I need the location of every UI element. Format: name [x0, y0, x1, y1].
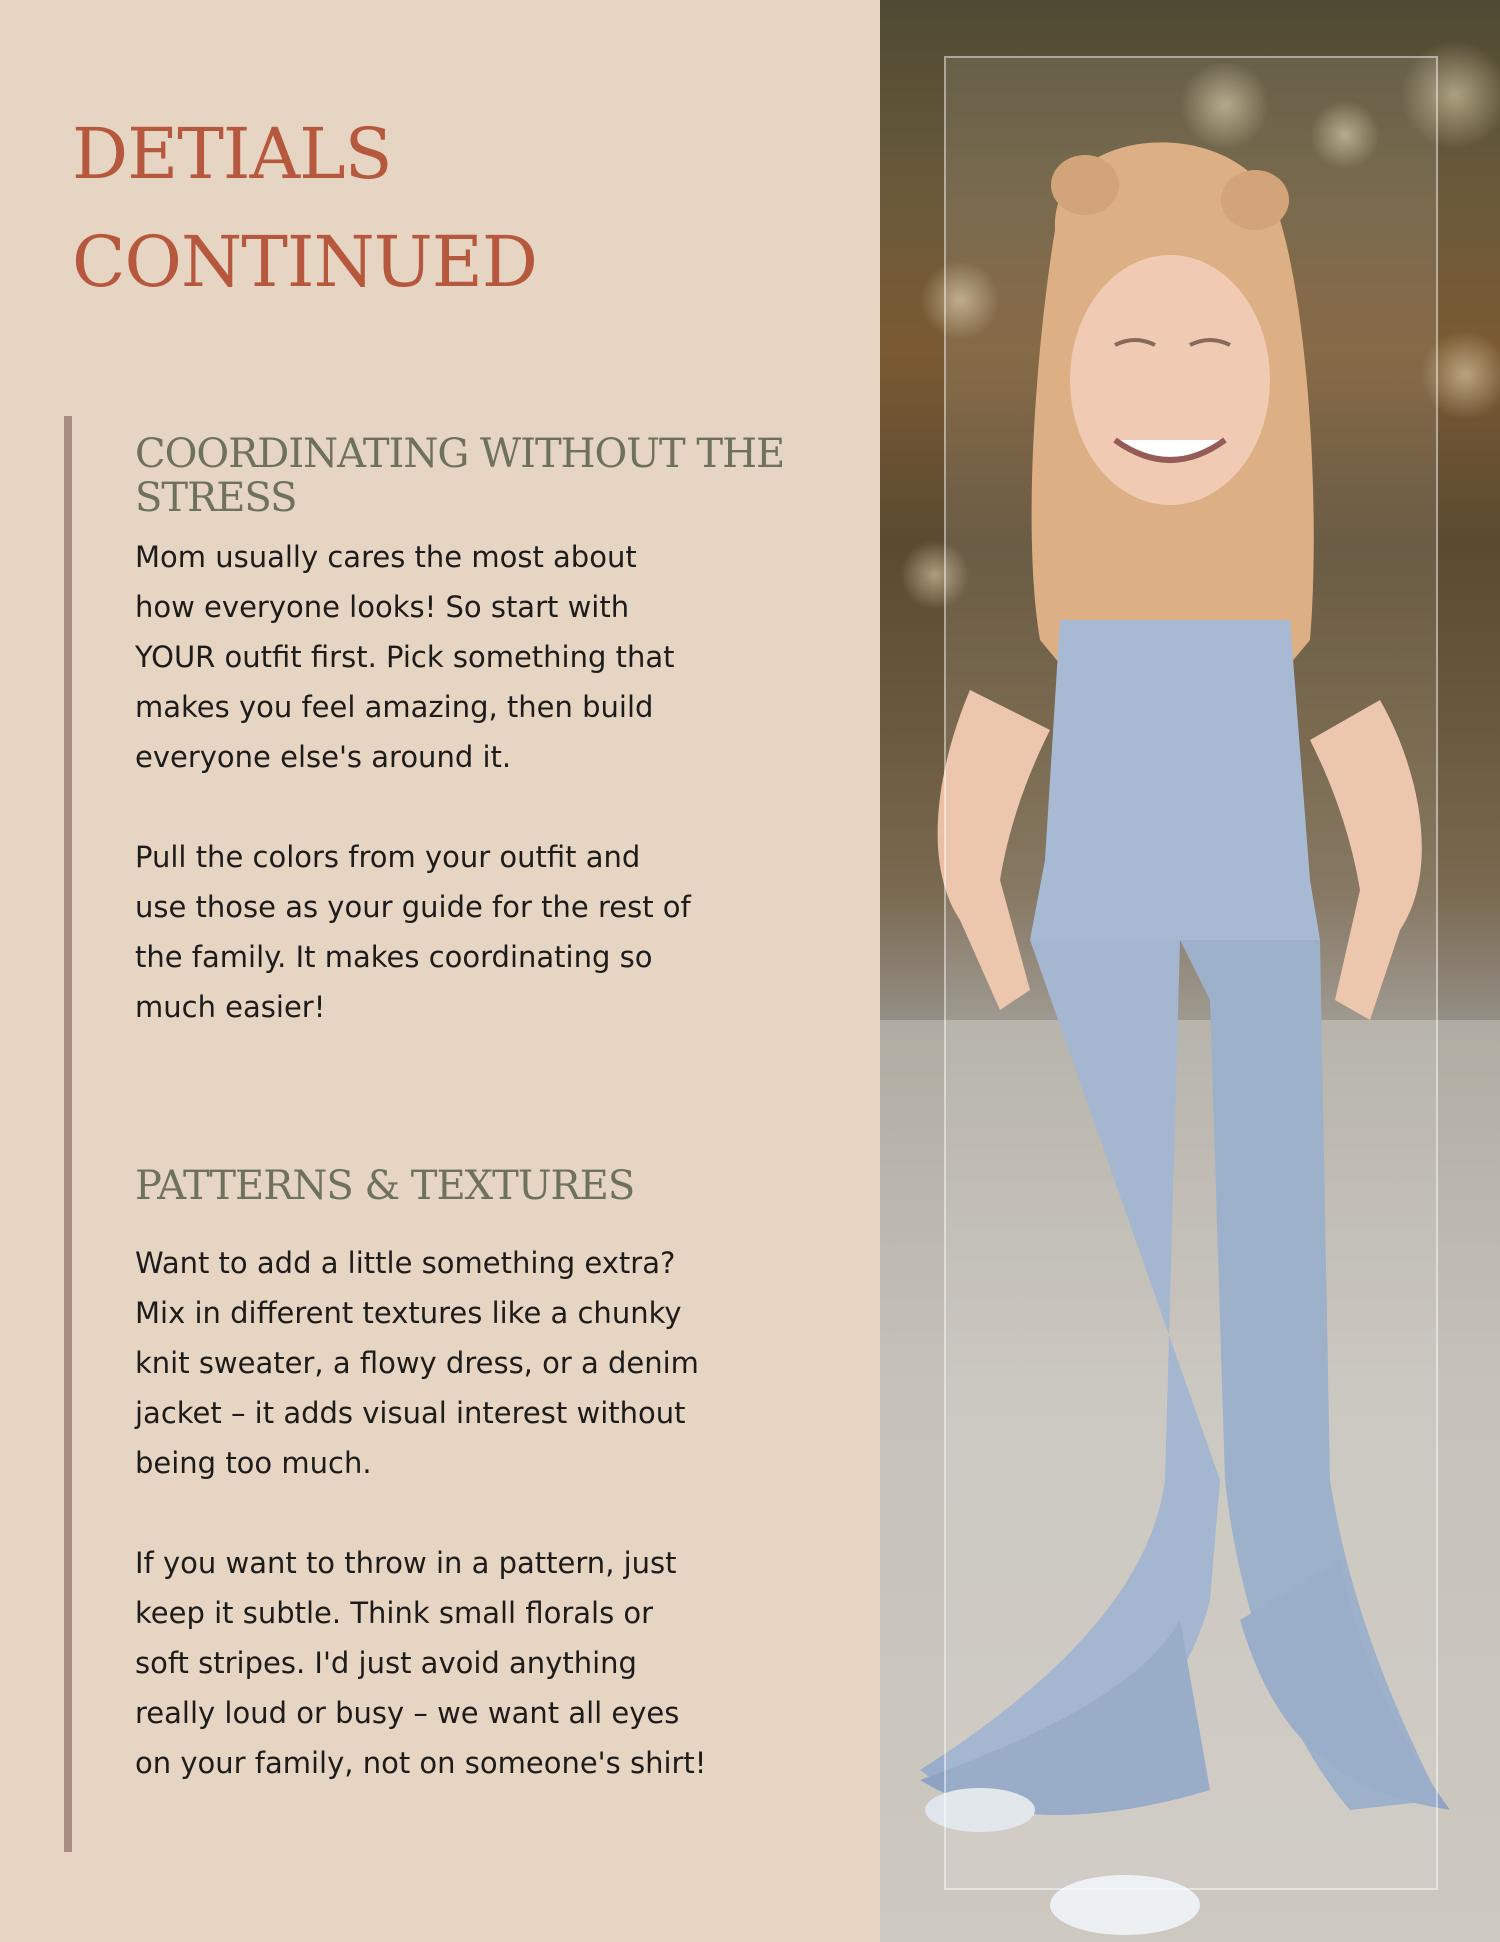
child-photo [880, 0, 1500, 1942]
page-title [72, 100, 537, 316]
page-title-line-1: DETIALS [72, 113, 392, 195]
page-title-line-2: CONTINUED [72, 221, 538, 303]
paragraph-coordinating-2: Pull the colors from your outfit and use those as your guide for the rest of the family. It makes coordinating so much easier! [135, 840, 691, 1024]
section-heading-patterns: PATTERNS & TEXTURES [135, 1163, 635, 1209]
paragraph-patterns-1: Want to add a little something extra? Mix in different textures like a chunky knit sweater, a flowy dress, or a denim jacket – it adds visual interest without being too much. [135, 1246, 699, 1480]
content-column [135, 430, 805, 1788]
paragraph-patterns-2: If you want to throw in a pattern, just keep it subtle. Think small florals or soft stripes. I'd just avoid anything really loud or busy – we want all eyes on your family, not on someone's shirt! [135, 1546, 707, 1780]
section-heading-coordinating: COORDINATING WITHOUT THE STRESS [135, 431, 785, 521]
photo-frame-overlay [944, 56, 1438, 1890]
paragraph-coordinating-1: Mom usually cares the most about how everyone looks! So start with YOUR outfit first. Pick something that makes you feel amazing, then build everyone else's around it. [135, 540, 675, 774]
accent-bar [64, 416, 72, 1852]
